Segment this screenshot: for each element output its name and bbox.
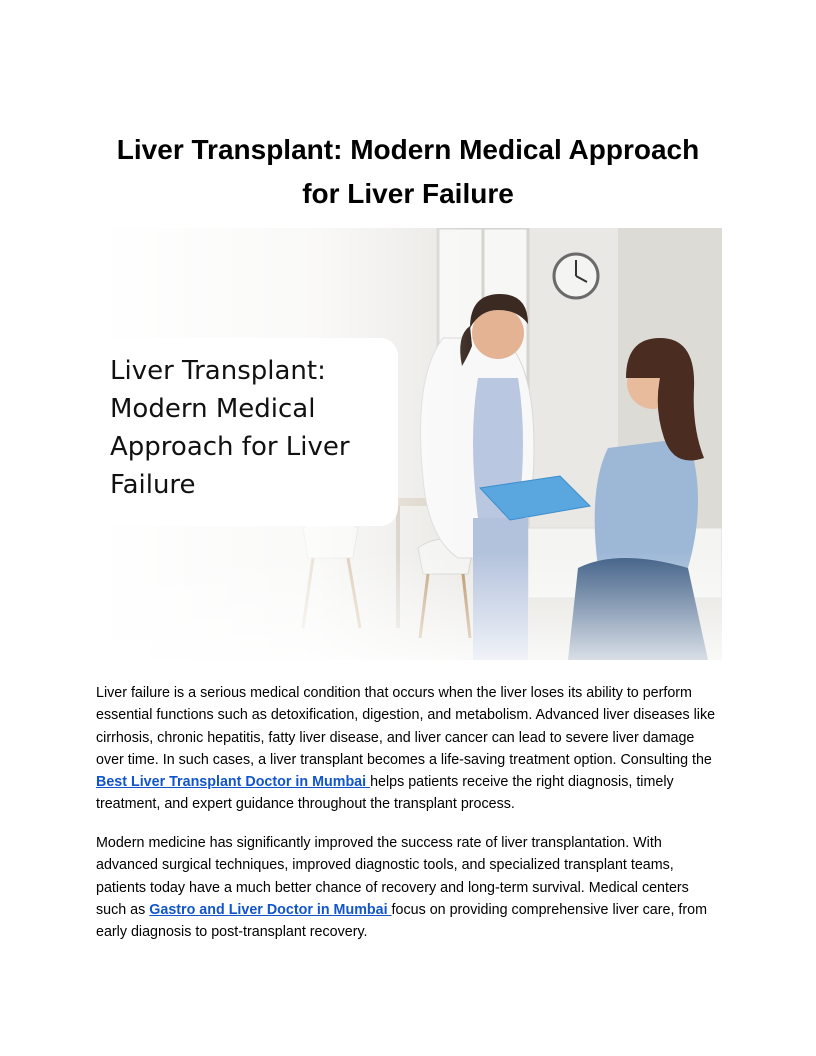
paragraph-2-text-after: focus on providing comprehensive liver care, from early diagnosis to post-transplant recovery. [96, 901, 708, 941]
best-liver-transplant-doctor-link[interactable]: Best Liver Transplant Doctor in Mumbai [96, 774, 371, 791]
paragraph-1-text-before: Liver failure is a serious medical condition that occurs when the liver loses its ability to perform essential functions such as detoxification, digestion, and metabolism. Advanced liver diseases like cirrhosis, chronic hepatitis, fatty liver disease, and liver cancer can lead to severe liver damage over time. In such cases, a liver transplant becomes a life-saving treatment option. Consulting the [96, 685, 716, 768]
hero-image [98, 228, 722, 660]
paragraph-2-text-before: Modern medicine has significantly improved the success rate of liver transplantation. With advanced surgical techniques, improved diagnostic tools, and specialized transplant teams, patients today have a much better chance of recovery and long-term survival. Medical centers such as [96, 835, 689, 918]
hero-caption-card: Liver Transplant: Modern Medical Approach for Liver Failure [98, 338, 398, 526]
paragraph-1-text-after: helps patients receive the right diagnosis, timely treatment, and expert guidance throughout the transplant process. [96, 774, 674, 813]
paragraph-2 [96, 832, 720, 943]
document-title: Liver Transplant: Modern Medical Approach for Liver Failure [116, 134, 700, 209]
paragraph-1 [96, 682, 720, 816]
gastro-liver-doctor-link[interactable]: Gastro and Liver Doctor in Mumbai [149, 901, 392, 918]
